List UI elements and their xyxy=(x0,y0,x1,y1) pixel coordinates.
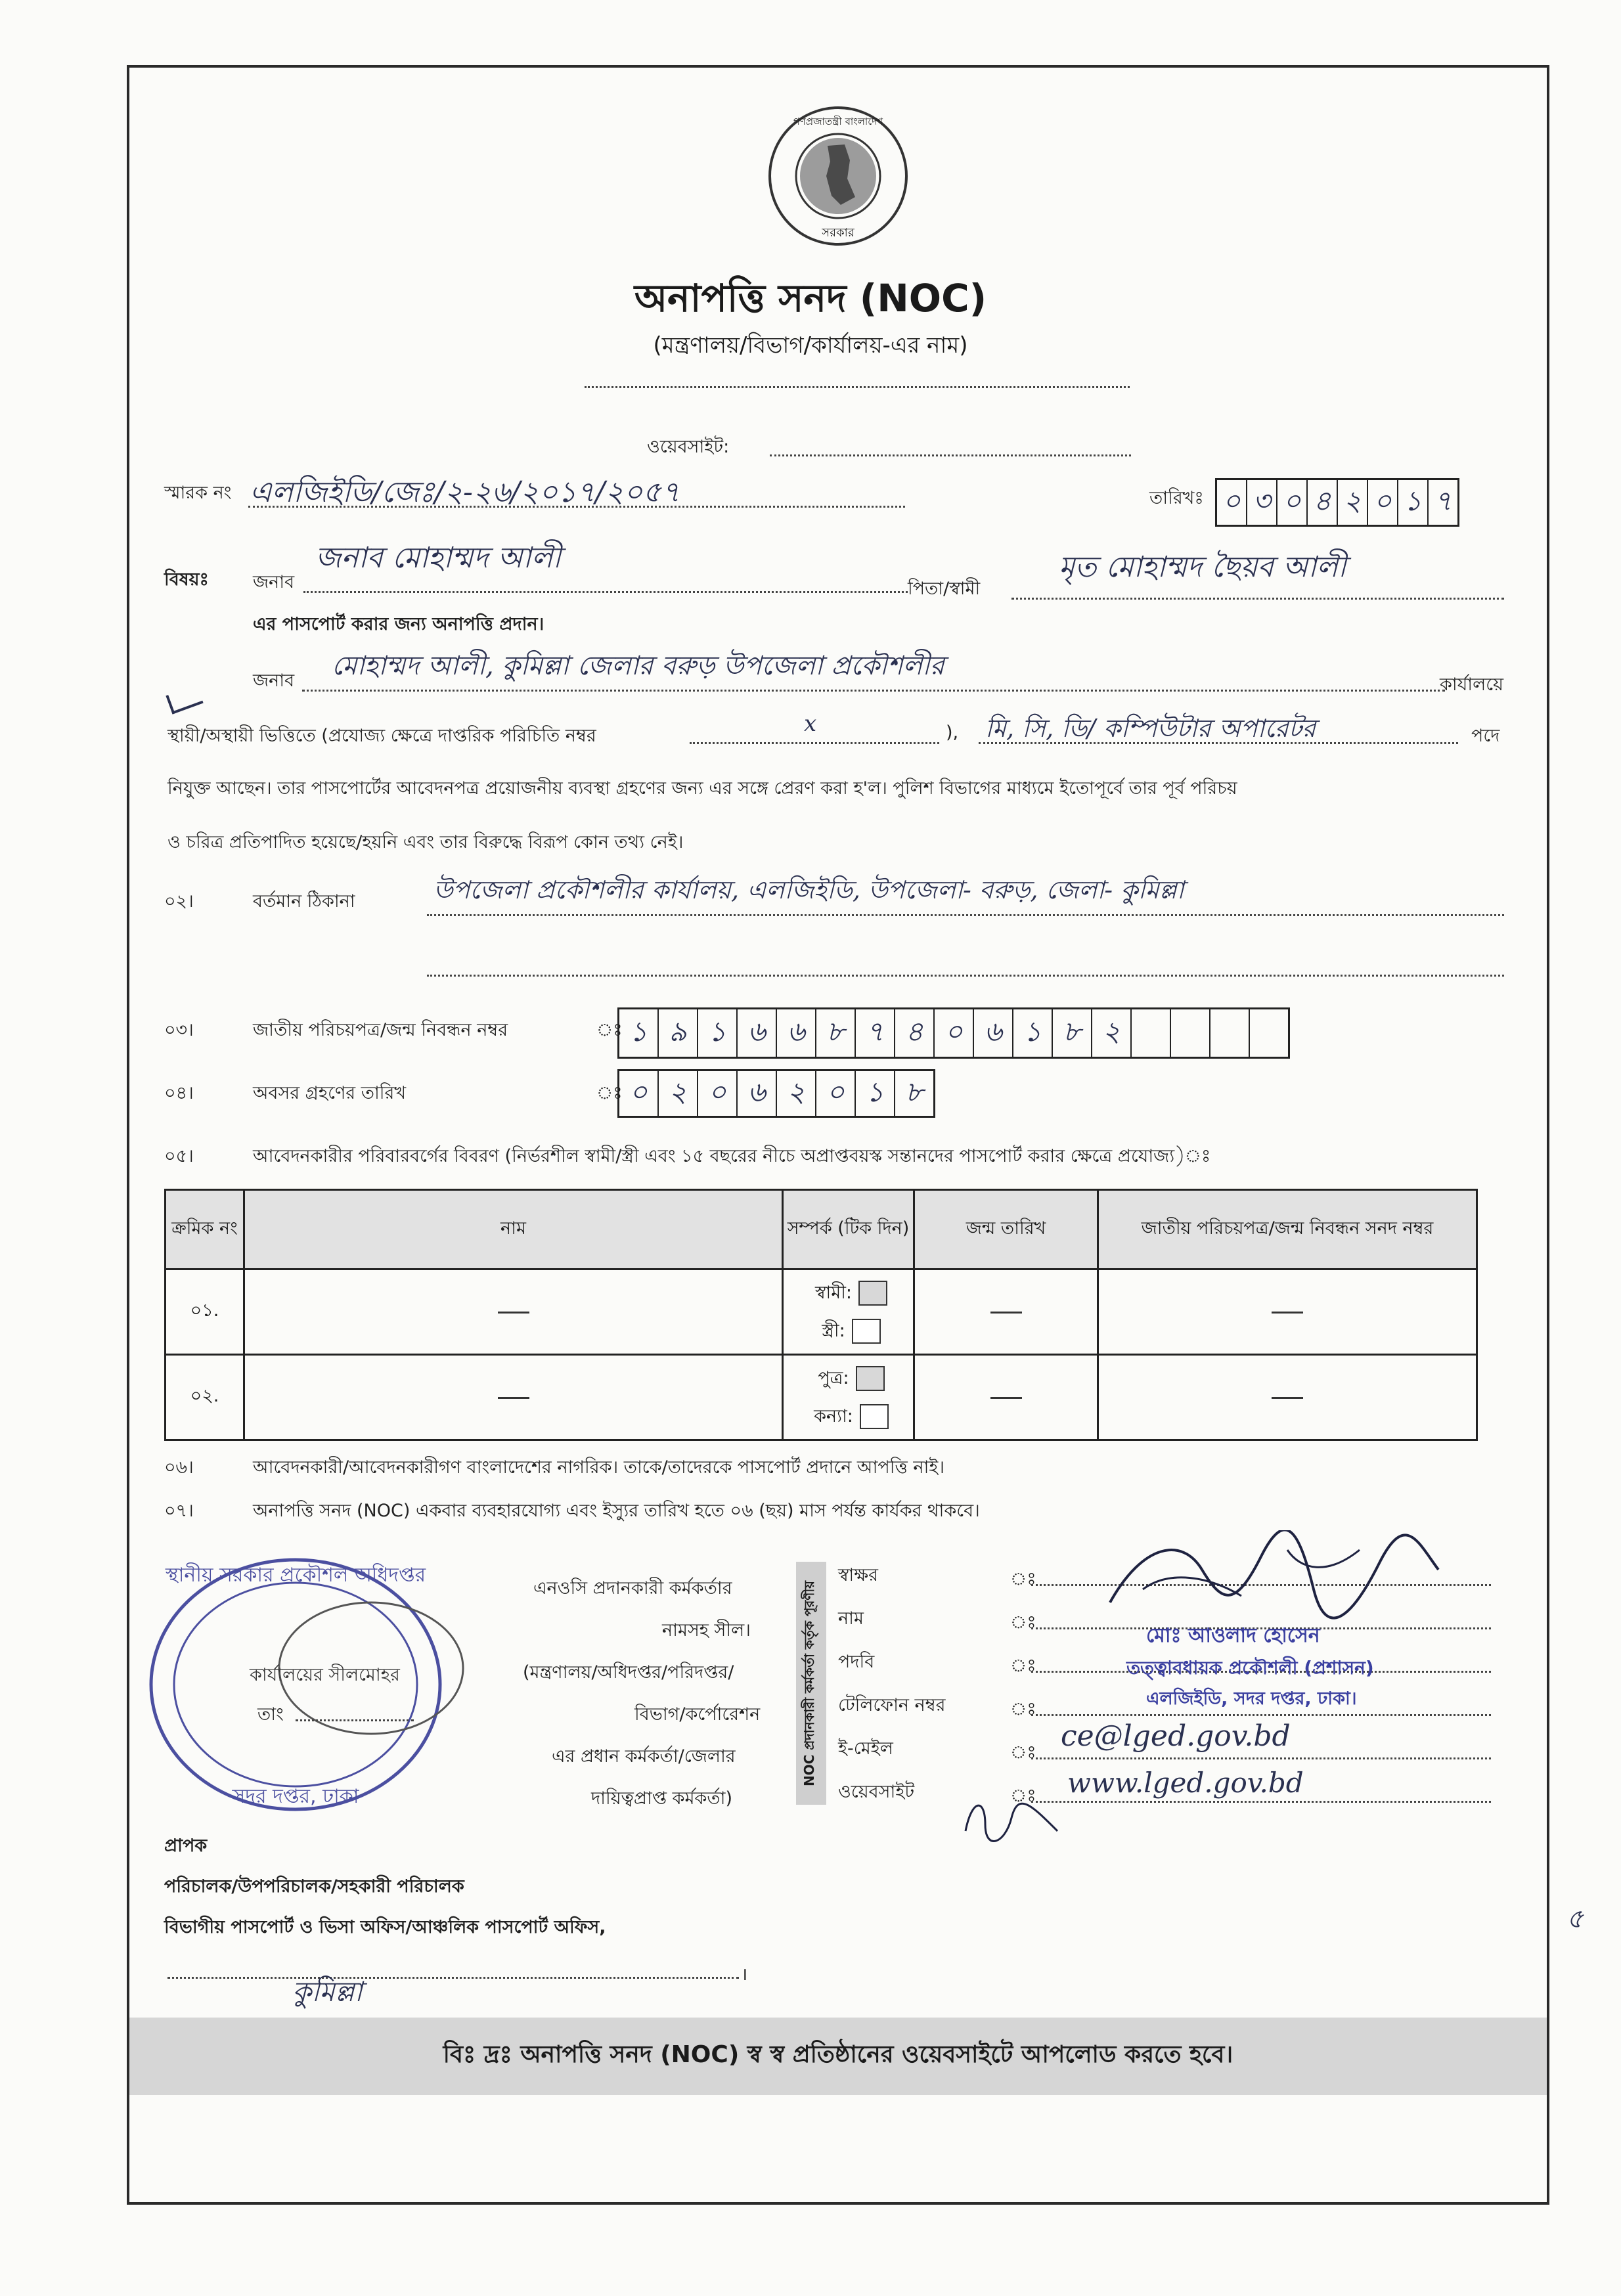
official-id-line xyxy=(690,742,939,744)
relation-husband-label: স্বামী: xyxy=(814,1282,853,1303)
header-serial: ক্রমিক নং xyxy=(166,1190,244,1269)
retire-digit: ৬ xyxy=(738,1071,777,1116)
email-value: ce@lged.gov.bd xyxy=(1061,1719,1291,1753)
header-nid: জাতীয় পরিচয়পত্র/জন্ম নিবন্ধন সনদ নম্বর xyxy=(1098,1190,1477,1269)
date-digit: ০ xyxy=(1368,480,1398,525)
nid-digit xyxy=(1132,1009,1171,1057)
issuer-line: নামসহ সীল। xyxy=(662,1620,751,1641)
footer-note: বিঃ দ্রঃ অনাপত্তি সনদ (NOC) স্ব স্ব প্রতিষ্ঠানের ওয়েবসাইটে আপলোড করতে হবে। xyxy=(129,2018,1547,2095)
retire-digit: ৮ xyxy=(905,1075,923,1108)
issuer-vertical-label: NOC প্রদানকারী কর্মকর্তা কর্তৃক পূরণীয় xyxy=(796,1562,826,1805)
address-line1 xyxy=(427,914,1504,916)
body-mr-label: জনাব xyxy=(253,671,295,691)
nid-boxes xyxy=(617,1007,1290,1059)
nid-digit: ৪ xyxy=(895,1009,935,1057)
row-birth-cell xyxy=(914,1269,1098,1355)
item5-number: ০৫। xyxy=(164,1146,194,1166)
field-colon: ঃ xyxy=(1010,1569,1036,1589)
relation-wife-label: স্ত্রী: xyxy=(822,1320,845,1341)
item3-number: ০৩। xyxy=(164,1020,194,1040)
issuer-line: দায়িত্বপ্রাপ্ত কর্মকর্তা) xyxy=(591,1788,732,1809)
date-digit: ৪ xyxy=(1308,480,1338,525)
item3-label: জাতীয় পরিচয়পত্র/জন্ম নিবন্ধন নম্বর xyxy=(253,1020,508,1040)
retire-digit: ১ xyxy=(856,1071,895,1116)
husband-checkbox[interactable] xyxy=(858,1281,887,1306)
relation-cell xyxy=(783,1355,914,1440)
family-table-header xyxy=(166,1190,1477,1269)
item6-text: আবেদনকারী/আবেদনকারীগণ বাংলাদেশের নাগরিক। তাকে/তাদেরকে পাসপোর্ট প্রদানে আপত্তি নাই। xyxy=(253,1457,945,1478)
field-line xyxy=(1031,1757,1491,1759)
item4-colon: ঃ xyxy=(596,1083,623,1103)
subject-name-line xyxy=(303,591,908,593)
subject-line2: এর পাসপোর্ট করার জন্য অনাপত্তি প্রদান। xyxy=(253,614,544,634)
nid-digit xyxy=(1250,1009,1288,1057)
seal-label: কার্যালয়ের সীলমোহর xyxy=(250,1665,400,1685)
official-id-value: x xyxy=(804,711,817,737)
empty-dash xyxy=(990,1397,1022,1399)
signature-icon xyxy=(1103,1530,1445,1622)
post-line xyxy=(979,742,1458,744)
retire-date-boxes xyxy=(617,1069,935,1118)
issuer-line: বিভাগ/কর্পোরেশন xyxy=(634,1704,761,1725)
retire-digit: ০ xyxy=(698,1071,738,1116)
field-line xyxy=(1031,1801,1491,1803)
item4-number: ০৪। xyxy=(164,1083,194,1103)
date-boxes xyxy=(1215,478,1459,527)
address-value: উপজেলা প্রকৌশলীর কার্যালয়, এলজিইডি, উপজেলা- বরুড়, জেলা- কুমিল্লা xyxy=(433,875,1184,904)
wife-checkbox[interactable] xyxy=(852,1319,881,1344)
address-line2 xyxy=(427,975,1504,977)
item5-label: আবেদনকারীর পরিবারবর্গের বিবরণ (নির্ভরশীল স্বামী/স্ত্রী এবং ১৫ বছরের নীচে অপ্রাপ্তবয়স্ক সন্তানদের পাসপোর্ট করার ক্ষেত্রে প্রযোজ্য)ঃ xyxy=(253,1146,1211,1166)
header-relation: সম্পর্ক (টিক দিন) xyxy=(783,1190,914,1269)
item4-label: অবসর গ্রহণের তারিখ xyxy=(253,1083,407,1103)
recipient-line1: পরিচালক/উপপরিচালক/সহকারী পরিচালক xyxy=(164,1876,464,1897)
stamp-officer-name: মোঃ আওলাদ হোসেন xyxy=(1146,1624,1320,1647)
empty-dash xyxy=(498,1397,529,1399)
field-designation-label: পদবি xyxy=(838,1652,875,1672)
nid-digit: ২ xyxy=(1092,1009,1132,1057)
memo-label: স্মারক নং xyxy=(164,483,232,503)
relation-cell xyxy=(783,1269,914,1355)
son-checkbox[interactable] xyxy=(856,1366,885,1391)
date-digit: ২ xyxy=(1338,480,1368,525)
website-line xyxy=(770,454,1131,456)
initials-icon xyxy=(959,1792,1064,1851)
website-value: www.lged.gov.bd xyxy=(1067,1767,1304,1799)
retire-digit: ২ xyxy=(659,1071,698,1116)
svg-text:স্থানীয় সরকার প্রকৌশল অধিদপ্ত: স্থানীয় সরকার প্রকৌশল অধিদপ্তর xyxy=(165,1564,426,1587)
item6-number: ০৬। xyxy=(164,1457,194,1478)
field-colon: ঃ xyxy=(1010,1612,1036,1633)
field-phone-label: টেলিফোন নম্বর xyxy=(838,1695,946,1715)
father-name-value: মৃত মোহাম্মদ ছৈয়ব আলী xyxy=(1059,550,1346,584)
date-digit: ৩ xyxy=(1247,480,1277,525)
office-value: মোহাম্মদ আলী, কুমিল্লা জেলার বরুড় উপজেলা প্রকৌশলীর xyxy=(332,651,944,681)
body-line3: নিযুক্ত আছেন। তার পাসপোর্টের আবেদনপত্র প্রয়োজনীয় ব্যবস্থা গ্রহণের জন্য এর সঙ্গে প্রেরণ করা হ'ল। পুলিশ বিভাগের মাধ্যমে ইতোপূর্বে তার পূর্ব পরিচয় xyxy=(167,778,1237,799)
memo-line xyxy=(248,506,905,508)
government-emblem-icon xyxy=(767,105,909,247)
row-serial: ০১. xyxy=(166,1269,244,1355)
nid-digit: ১ xyxy=(1013,1009,1053,1057)
header-birth-date: জন্ম তারিখ xyxy=(914,1190,1098,1269)
post-value: মি, সি, ডি/ কম্পিউটার অপারেটর xyxy=(985,714,1316,743)
recipient-place-value: কুমিল্লা xyxy=(292,1976,363,2008)
svg-text:গণপ্রজাতন্ত্রী বাংলাদেশ: গণপ্রজাতন্ত্রী বাংলাদেশ xyxy=(793,116,883,127)
subject-name-value: জনাব মোহাম্মদ আলী xyxy=(315,541,562,575)
body-line4: ও চরিত্র প্রতিপাদিত হয়েছে/হয়নি এবং তার বিরুদ্ধে বিরূপ কোন তথ্য নেই। xyxy=(167,832,684,852)
empty-dash xyxy=(1272,1312,1303,1314)
nid-digit: ৬ xyxy=(738,1009,777,1057)
nid-digit: ০ xyxy=(935,1009,974,1057)
date-digit: ১ xyxy=(1398,480,1429,525)
item3-colon: ঃ xyxy=(596,1020,623,1040)
stamp-officer-org: এলজিইডি, সদর দপ্তর, ঢাকা। xyxy=(1146,1689,1357,1709)
date-digit: ৭ xyxy=(1434,484,1452,517)
document-subtitle: (মন্ত্রণালয়/বিভাগ/কার্যালয়-এর নাম) xyxy=(653,332,968,359)
nid-digit: ৬ xyxy=(777,1009,816,1057)
field-colon: ঃ xyxy=(1010,1699,1036,1719)
seal-date-line xyxy=(296,1719,414,1721)
body-line2-suffix: পদে xyxy=(1471,726,1500,746)
row-nid-cell xyxy=(1098,1269,1477,1355)
nid-digit: ১ xyxy=(619,1009,659,1057)
nid-digit xyxy=(1171,1009,1210,1057)
ministry-name-line xyxy=(585,386,1130,388)
item2-label: বর্তমান ঠিকানা xyxy=(253,891,355,912)
memo-number-value: এলজিইডি/জেঃ/২-২৬/২০১৭/২০৫৭ xyxy=(250,475,680,509)
relation-son-label: পুত্র: xyxy=(818,1367,849,1388)
field-colon: ঃ xyxy=(1010,1742,1036,1763)
svg-text:সদর দপ্তর, ঢাকা: সদর দপ্তর, ঢাকা xyxy=(232,1785,359,1808)
body-line2-prefix: স্থায়ী/অস্থায়ী ভিত্তিতে (প্রযোজ্য ক্ষেত্রে দাপ্তরিক পরিচিতি নম্বর xyxy=(167,726,596,746)
subject-label: বিষয়ঃ xyxy=(164,569,209,590)
item7-text: অনাপত্তি সনদ (NOC) একবার ব্যবহারযোগ্য এবং ইস্যুর তারিখ হতে ০৬ (ছয়) মাস পর্যন্ত কার্যকর থাকবে। xyxy=(253,1501,980,1521)
empty-dash xyxy=(1272,1397,1303,1399)
header-name: নাম xyxy=(244,1190,783,1269)
empty-dash xyxy=(990,1312,1022,1314)
nid-digit: ৭ xyxy=(856,1009,895,1057)
row-name-cell xyxy=(244,1269,783,1355)
seal-date-label: তাং xyxy=(257,1704,284,1725)
field-website-label: ওয়েবসাইট xyxy=(838,1782,915,1802)
office-suffix: কার্যালয়ে xyxy=(1440,674,1503,695)
family-table xyxy=(164,1189,1478,1441)
recipient-line2: বিভাগীয় পাসপোর্ট ও ভিসা অফিস/আঞ্চলিক পাসপোর্ট অফিস, xyxy=(164,1917,606,1937)
nid-digit: ১ xyxy=(698,1009,738,1057)
nid-digit: ৮ xyxy=(816,1009,856,1057)
father-label: পিতা/স্বামী xyxy=(908,579,981,599)
field-name-label: নাম xyxy=(838,1608,864,1629)
body-line2-mid: ), xyxy=(946,722,959,743)
issuer-line: এনওসি প্রদানকারী কর্মকর্তার xyxy=(533,1578,732,1599)
margin-mark: ৫ xyxy=(1566,1904,1584,1934)
recipient-place-line xyxy=(167,1977,739,1979)
date-digit: ০ xyxy=(1277,480,1308,525)
subject-mr-label: জনাব xyxy=(253,572,295,592)
issuer-line: (মন্ত্রণালয়/অধিদপ্তর/পরিদপ্তর/ xyxy=(523,1662,734,1683)
father-name-line xyxy=(1011,598,1504,600)
nid-digit: ৯ xyxy=(659,1009,698,1057)
date-label: তারিখঃ xyxy=(1149,488,1204,508)
nid-digit: ৮ xyxy=(1053,1009,1092,1057)
row-birth-cell xyxy=(914,1355,1098,1440)
item7-number: ০৭। xyxy=(164,1501,194,1521)
row-name-cell xyxy=(244,1355,783,1440)
nid-digit xyxy=(1210,1009,1250,1057)
relation-daughter-label: কন্যা: xyxy=(814,1405,853,1426)
nid-digit: ৬ xyxy=(974,1009,1013,1057)
recipient-title: প্রাপক xyxy=(164,1836,208,1856)
stamp-officer-title: তত্ত্বাবধায়ক প্রকৌশলী (প্রশাসন) xyxy=(1126,1657,1374,1679)
table-row xyxy=(166,1269,1477,1355)
item2-number: ০২। xyxy=(164,891,194,912)
retire-digit: ০ xyxy=(619,1071,659,1116)
row-serial: ০২. xyxy=(166,1355,244,1440)
table-row xyxy=(166,1355,1477,1440)
date-digit: ০ xyxy=(1217,480,1247,525)
svg-text:সরকার: সরকার xyxy=(822,226,855,240)
field-email-label: ই-মেইল xyxy=(838,1738,893,1759)
document-title: অনাপত্তি সনদ (NOC) xyxy=(634,276,987,320)
retire-digit: ০ xyxy=(816,1071,856,1116)
row-nid-cell xyxy=(1098,1355,1477,1440)
field-colon: ঃ xyxy=(1010,1656,1036,1676)
daughter-checkbox[interactable] xyxy=(860,1404,889,1429)
website-label: ওয়েবসাইট: xyxy=(647,437,730,457)
field-signature-label: স্বাক্ষর xyxy=(838,1565,878,1585)
retire-digit: ২ xyxy=(777,1071,816,1116)
office-line xyxy=(302,690,1445,692)
empty-dash xyxy=(498,1312,529,1314)
field-colon: ঃ xyxy=(1010,1786,1036,1806)
issuer-line: এর প্রধান কর্মকর্তা/জেলার xyxy=(552,1746,736,1767)
recipient-end-mark: । xyxy=(741,1964,748,1985)
